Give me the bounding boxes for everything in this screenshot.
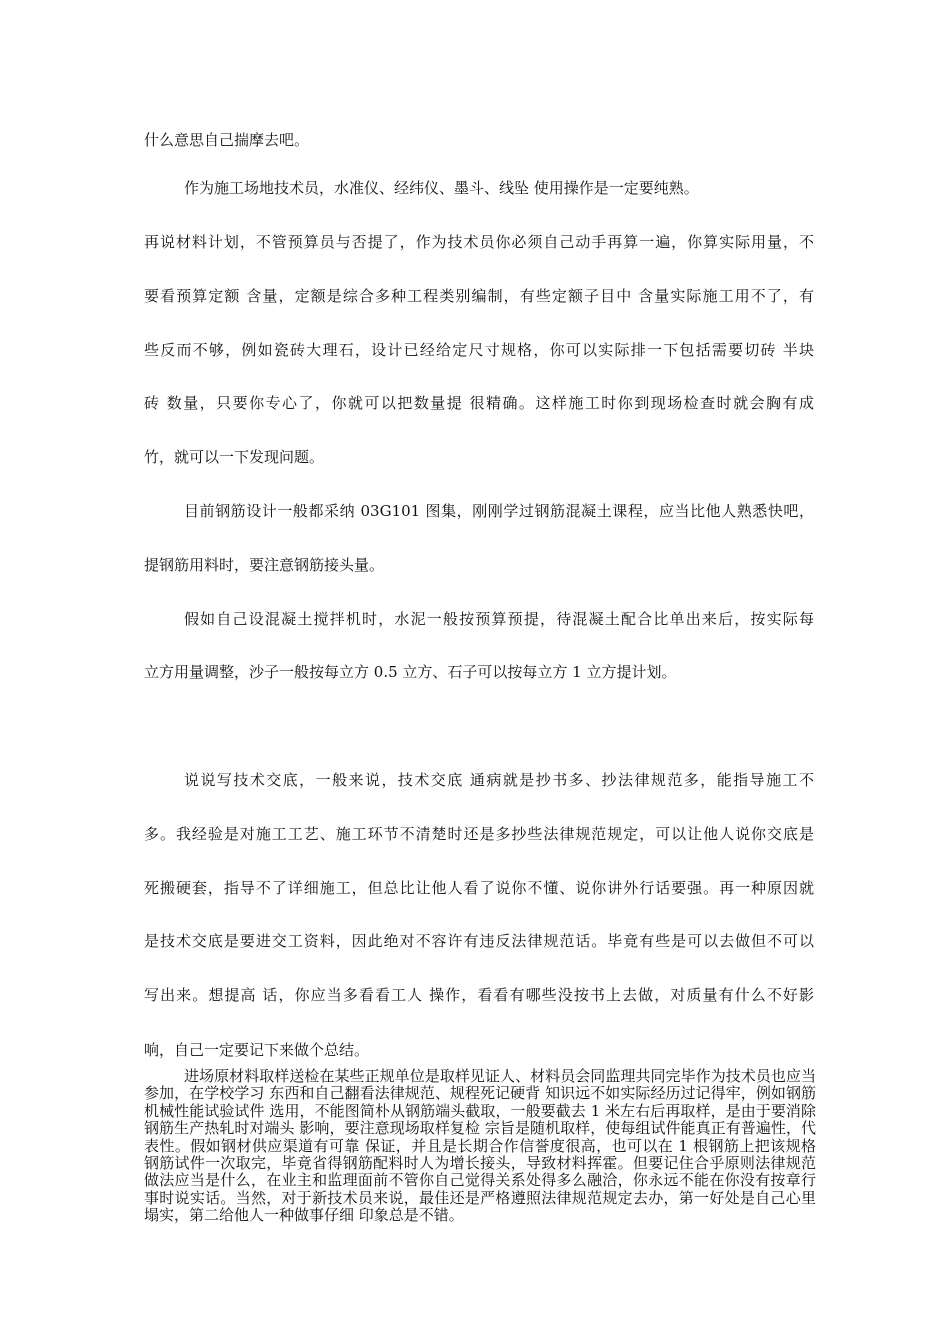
text-line: 响，自己一定要记下来做个总结。 (144, 1041, 370, 1059)
text-line: 作为施工场地技术员，水准仪、经纬仪、墨斗、线坠 使用操作是一定要纯熟。 (184, 179, 699, 197)
text-line: 些反而不够，例如瓷砖大理石，设计已经给定尺寸规格，你可以实际排一下包括需要切砖 半块 (144, 341, 814, 359)
text-line: 什么意思自己揣摩去吧。 (144, 131, 310, 149)
text-line: 要看预算定额 含量，定额是综合多种工程类别编制，有些定额子目中 含量实际施工用不了，有 (144, 287, 814, 305)
text-line: 再说材料计划，不管预算员与否提了，作为技术员你必须自己动手再算一遍，你算实际用量，不 (144, 233, 814, 251)
text-line: 说说写技术交底，一般来说，技术交底 通病就是抄书多、抄法律规范多，能指导施工不 (184, 771, 814, 789)
text-line: 竹，就可以一下发现问题。 (144, 448, 325, 466)
text-line: 是技术交底是要进交工资料，因此绝对不容许有违反法律规范话。毕竟有些是可以去做但不可以 (144, 932, 814, 950)
text-line: 写出来。想提高 话，你应当多看看工人 操作，看看有哪些没按书上去做，对质量有什么不好影 (144, 986, 814, 1004)
text-line: 砖 数量，只要你专心了，你就可以把数量提 很精确。这样施工时你到现场检查时就会胸有成 (144, 394, 814, 412)
text-line: 提钢筋用料时，要注意钢筋接头量。 (144, 556, 385, 574)
text-line: 多。我经验是对施工工艺、施工环节不清楚时还是多抄些法律规范规定，可以让他人说你交底是 (144, 825, 814, 843)
text-line: 死搬硬套，指导不了详细施工，但总比让他人看了说你不懂、说你讲外行话要强。再一种原因就 (144, 879, 814, 897)
final-paragraph: 进场原材料取样送检在某些正规单位是取样见证人、材料员会同监理共同完毕作为技术员也应当参加，在学校学习 东西和自己翻看法律规范、规程死记硬背 知识远不如实际经历过记得牢，例如钢筋机械性能试验试件 选用，不能图简朴从钢筋端头截取，一般要截去 1 米左右后再取样，是由于要消除钢筋生产热轧时对端头 影响，要注意现场取样复检 宗旨是随机取样，使每组试件能真正有普遍性，代表性。假如钢材供应渠道有可靠 保证，并且是长期合作信誉度很高，也可以在 1 根钢筋上把该规格 钢筋试件一次取完，毕竟省得钢筋配料时人为增长接头，导致材料挥霍。但要记住合乎原则法律规范做法应当是什么，在业主和监理面前不管你自己觉得关系处得多么融洽，你永远不能在你没有按章行事时说实话。当然，对于新技术员来说，最佳还是严格遵照法律规范规定去办，第一好处是自己心里塌实，第二给他人一种做事仔细 印象总是不错。 (144, 1067, 816, 1225)
text-line: 假如自己设混凝土搅拌机时，水泥一般按预算预提，待混凝土配合比单出来后，按实际每 (184, 610, 814, 628)
text-line: 立方用量调整，沙子一般按每立方 0.5 立方、石子可以按每立方 1 立方提计划。 (144, 663, 677, 681)
text-line: 目前钢筋设计一般都采纳 03G101 图集，刚刚学过钢筋混凝土课程，应当比他人熟悉快吧， (184, 502, 814, 520)
